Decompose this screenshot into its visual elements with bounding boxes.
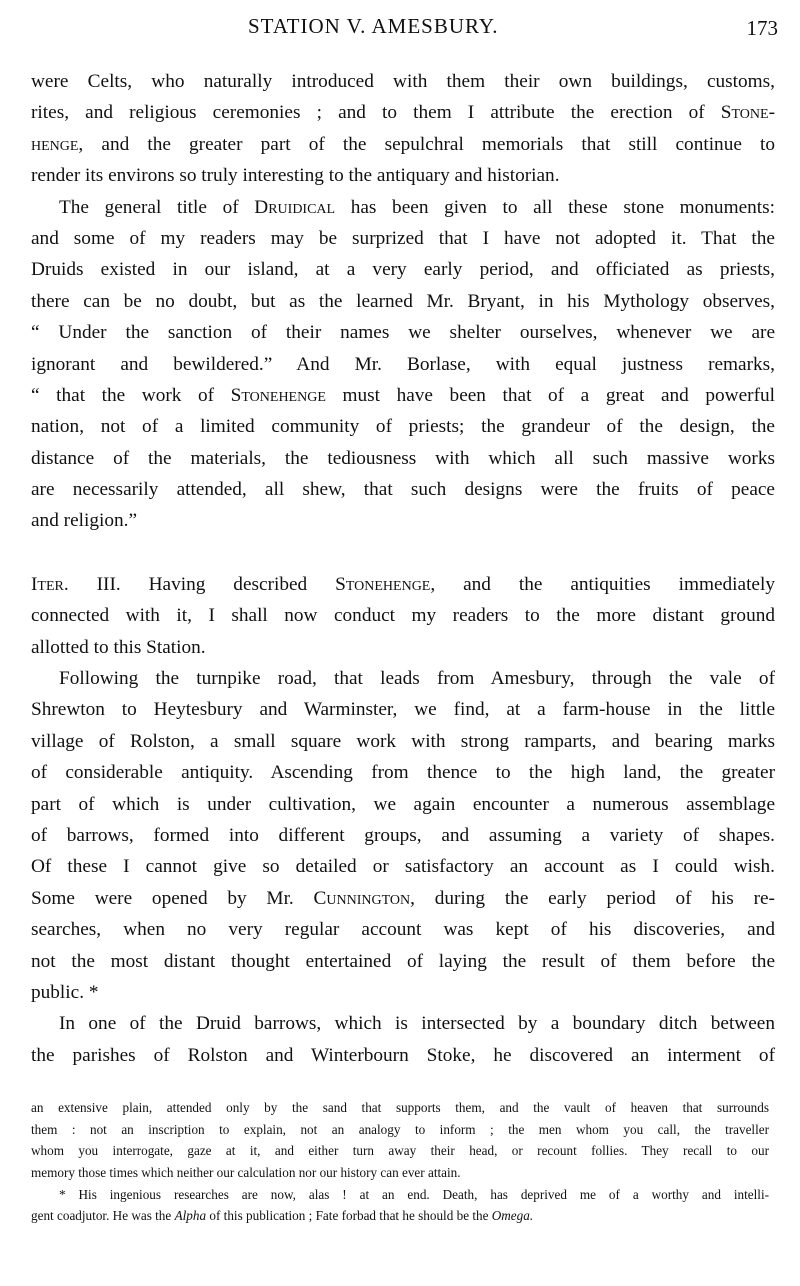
text-line — [31, 474, 775, 505]
text-line — [31, 505, 775, 536]
text-line-content — [31, 129, 775, 160]
text-line-content — [31, 66, 775, 97]
text-line — [31, 632, 775, 663]
text-segment: there can be no doubt, but as the learned Mr. Bryant, in his Mythology observes, — [31, 290, 775, 312]
small-caps-text: Druidical — [254, 196, 336, 218]
text-line — [31, 757, 775, 788]
text-segment: has been given to all these stone monuments: — [335, 196, 775, 218]
footnote-line — [31, 1140, 769, 1162]
text-segment: the parishes of Rolston and Winterbourn Stoke, he discovered an interment of — [31, 1044, 775, 1066]
text-line-content — [31, 380, 775, 411]
text-segment: memory those times which neither our calculation nor our history can ever attain. — [31, 1165, 461, 1181]
text-line-content — [31, 946, 775, 977]
text-line — [31, 223, 775, 254]
text-line-content — [31, 757, 775, 788]
text-segment: them : not an inscription to explain, not an analogy to inform ; the men whom you call, the traveller — [31, 1121, 769, 1137]
text-line — [31, 254, 775, 285]
footnote-line-content — [31, 1205, 769, 1227]
page-header — [0, 14, 800, 44]
text-segment: Following the turnpike road, that leads from Amesbury, through the vale of — [59, 668, 775, 690]
text-segment: must have been that of a great and powerful — [325, 384, 775, 406]
text-segment: distance of the materials, the tediousness with which all such massive works — [31, 447, 775, 469]
text-line — [31, 1008, 775, 1039]
text-segment: and some of my readers may be surprized that I have not adopted it. That the — [31, 227, 775, 249]
text-line — [31, 411, 775, 442]
text-line-content — [59, 192, 775, 223]
footnote-line-content — [31, 1140, 769, 1162]
text-line-content — [59, 1008, 775, 1039]
text-line-content — [31, 600, 775, 631]
footnote-line-content — [59, 1184, 769, 1206]
text-line — [31, 663, 775, 694]
text-segment: connected with it, I shall now conduct my readers to the more distant ground — [31, 605, 775, 627]
text-segment: of barrows, formed into different groups, and assuming a variety of shapes. — [31, 824, 775, 846]
text-segment: The general title of — [59, 196, 255, 218]
text-line-content — [31, 694, 775, 725]
text-line-content — [31, 569, 775, 600]
text-segment: searches, when no very regular account was kept of his discoveries, and — [31, 919, 775, 941]
text-line-content — [31, 443, 775, 474]
text-segment: “ that the work of — [31, 384, 231, 406]
text-segment: * His ingenious researches are now, alas ! at an end. Death, has deprived me of a worthy and intelli- — [59, 1186, 769, 1202]
text-line — [31, 726, 775, 757]
small-caps-text: Stonehenge, — [335, 573, 436, 595]
text-line — [31, 129, 775, 160]
text-line — [31, 97, 775, 128]
text-line — [31, 789, 775, 820]
footnote-line — [31, 1162, 769, 1184]
text-line — [31, 66, 775, 97]
small-caps-text: Iter. — [31, 573, 69, 595]
small-caps-text: Stone- — [720, 102, 775, 124]
text-line — [31, 851, 775, 882]
text-line-content — [31, 1040, 775, 1071]
text-segment: and religion.” — [31, 510, 138, 532]
text-segment: during the early period of his re- — [414, 887, 775, 909]
text-segment: rites, and religious ceremonies ; and to them I attribute the erection of — [31, 102, 721, 124]
text-segment: In one of the Druid barrows, which is intersected by a boundary ditch between — [59, 1013, 775, 1035]
text-line — [31, 286, 775, 317]
text-segment: were Celts, who naturally introduced with them their own buildings, customs, — [31, 71, 775, 92]
text-line-content — [31, 411, 775, 442]
text-segment: village of Rolston, a small square work with strong ramparts, and bearing marks — [31, 730, 775, 752]
text-line-content — [31, 789, 775, 820]
text-line — [31, 1040, 775, 1071]
italic-text: Alpha — [174, 1208, 207, 1224]
small-caps-text: henge, — [31, 133, 84, 155]
text-segment: “ Under the sanction of their names we shelter ourselves, whenever we are — [31, 322, 775, 344]
text-line-content — [31, 820, 775, 851]
text-segment: are necessarily attended, all shew, that such designs were the fruits of peace — [31, 479, 775, 501]
text-line — [31, 694, 775, 725]
text-line-content — [31, 160, 775, 191]
text-line — [31, 883, 775, 914]
text-segment: and the antiquities immediately — [435, 573, 775, 595]
footnote-line — [31, 1097, 769, 1119]
text-line — [31, 569, 775, 600]
text-line-content — [31, 223, 775, 254]
italic-text: Omega. — [491, 1208, 534, 1224]
text-segment: Shrewton to Heytesbury and Warminster, we find, at a farm-house in the little — [31, 699, 775, 721]
text-line-content — [31, 632, 775, 663]
footnote-line — [31, 1119, 769, 1141]
text-line — [31, 977, 775, 1008]
text-segment: part of which is under cultivation, we again encounter a numerous assemblage — [31, 793, 775, 815]
text-line-content — [31, 726, 775, 757]
text-line — [31, 317, 775, 348]
text-line-content — [31, 977, 775, 1008]
text-line — [31, 380, 775, 411]
page-number: 173 — [746, 16, 778, 40]
text-line-content — [31, 254, 775, 285]
text-segment: Some were opened by Mr. — [31, 887, 314, 909]
text-segment: of considerable antiquity. Ascending from thence to the high land, the greater — [31, 762, 775, 784]
text-segment: gent coadjutor. He was the — [31, 1208, 175, 1224]
small-caps-text: Cunnington, — [313, 887, 415, 909]
text-segment: Druids existed in our island, at a very early period, and officiated as priests, — [31, 259, 775, 281]
small-caps-text: Stonehenge — [230, 384, 326, 406]
footnote-line — [31, 1184, 769, 1206]
footnote-line-content — [31, 1162, 769, 1184]
text-segment: of this publication ; Fate forbad that he should be the — [206, 1208, 492, 1224]
footnotes — [31, 1097, 769, 1227]
text-line-content — [31, 317, 775, 348]
text-line-content — [31, 883, 775, 914]
text-line-content — [31, 914, 775, 945]
text-line — [31, 946, 775, 977]
footnote-line-content — [31, 1097, 769, 1119]
text-segment: nation, not of a limited community of priests; the grandeur of the design, the — [31, 416, 775, 438]
text-line — [31, 914, 775, 945]
text-segment: III. Having described — [68, 573, 336, 595]
text-line-content — [31, 851, 775, 882]
text-segment: not the most distant thought entertained of laying the result of them before the — [31, 950, 775, 972]
text-segment: ignorant and bewildered.” And Mr. Borlase, with equal justness remarks, — [31, 353, 775, 375]
text-line — [31, 160, 775, 191]
text-segment: render its environs so truly interesting to the antiquary and historian. — [31, 165, 560, 187]
body-text — [31, 66, 775, 1071]
footnote-line — [31, 1205, 769, 1227]
text-segment: and the greater part of the sepulchral memorials that still continue to — [83, 133, 775, 155]
footnote-line-content — [31, 1119, 769, 1141]
text-segment: whom you interrogate, gaze at it, and either turn away their head, or recount follies. They recall to our — [31, 1143, 769, 1159]
text-segment: allotted to this Station. — [31, 636, 206, 658]
text-line-content — [59, 663, 775, 694]
text-line-content — [31, 505, 775, 536]
text-line — [31, 600, 775, 631]
text-segment: public. * — [31, 981, 99, 1003]
text-line — [31, 349, 775, 380]
text-line — [31, 820, 775, 851]
text-line-content — [31, 349, 775, 380]
running-title: STATION V. AMESBURY. — [248, 14, 499, 38]
text-line — [31, 443, 775, 474]
text-segment: Of these I cannot give so detailed or satisfactory an account as I could wish. — [31, 856, 775, 878]
text-line-content — [31, 474, 775, 505]
text-line-content — [31, 97, 775, 128]
text-line — [31, 192, 775, 223]
text-line-content — [31, 286, 775, 317]
text-segment: an extensive plain, attended only by the sand that supports them, and the vault of heaven that surrounds — [31, 1100, 769, 1115]
